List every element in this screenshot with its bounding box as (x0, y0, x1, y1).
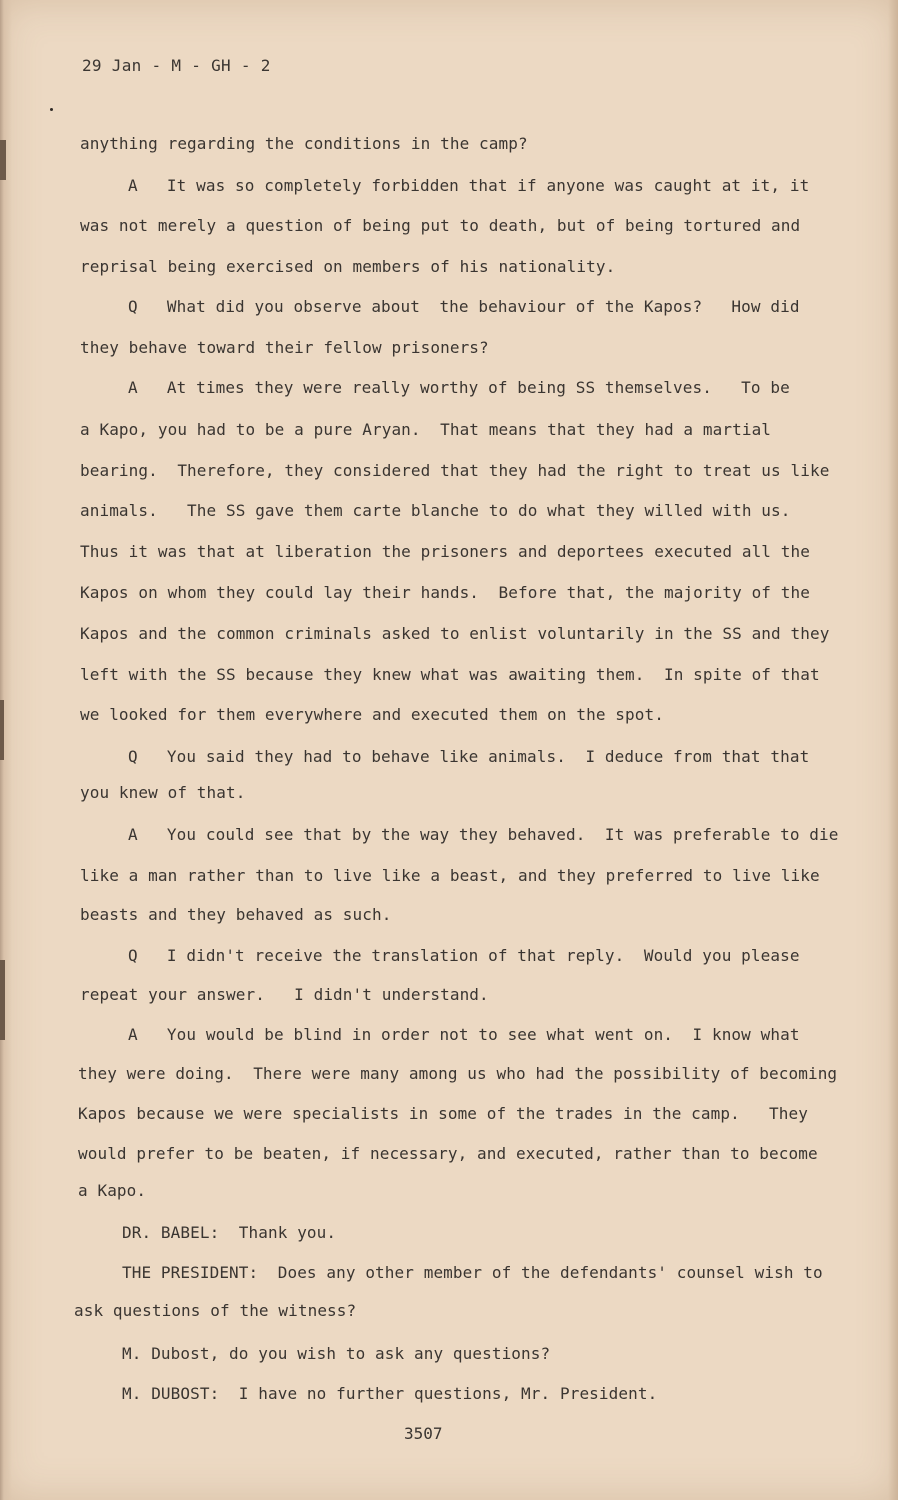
text-line: A At times they were really worthy of being SS themselves. To be (128, 378, 790, 397)
text-line: Q What did you observe about the behaviour of the Kapos? How did (128, 297, 800, 316)
edge-tear-mark (0, 700, 4, 760)
text-line: was not merely a question of being put to death, but of being tortured and (80, 216, 801, 235)
page-number: 3507 (404, 1424, 443, 1443)
text-line: reprisal being exercised on members of his nationality. (80, 257, 616, 276)
document-reference-header: 29 Jan - M - GH - 2 (82, 56, 271, 75)
text-line: beasts and they behaved as such. (80, 905, 392, 924)
text-line: Kapos and the common criminals asked to enlist voluntarily in the SS and they (80, 624, 830, 643)
text-line: they behave toward their fellow prisoners? (80, 338, 489, 357)
text-line: we looked for them everywhere and executed them on the spot. (80, 705, 664, 724)
text-line: A You would be blind in order not to see what went on. I know what (128, 1025, 800, 1044)
text-line: a Kapo. (78, 1181, 147, 1200)
text-line: repeat your answer. I didn't understand. (80, 985, 489, 1004)
text-line: animals. The SS gave them carte blanche to do what they willed with us. (80, 501, 791, 520)
edge-tear-mark (0, 960, 5, 1040)
text-line: M. Dubost, do you wish to ask any questions? (122, 1344, 551, 1363)
edge-tear-mark (0, 140, 6, 180)
text-line: Q I didn't receive the translation of that reply. Would you please (128, 946, 800, 965)
text-line: A You could see that by the way they behaved. It was preferable to die (128, 825, 839, 844)
text-line: M. DUBOST: I have no further questions, Mr. President. (122, 1384, 658, 1403)
text-line: like a man rather than to live like a beast, and they preferred to live like (80, 866, 820, 885)
text-line: Thus it was that at liberation the prisoners and deportees executed all the (80, 542, 810, 561)
text-line: Kapos because we were specialists in some of the trades in the camp. They (78, 1104, 808, 1123)
text-line: you knew of that. (80, 783, 246, 802)
page-right-edge (888, 0, 898, 1500)
text-line: Q You said they had to behave like animals. I deduce from that that (128, 747, 810, 766)
text-line: ask questions of the witness? (74, 1301, 357, 1320)
text-line: DR. BABEL: Thank you. (122, 1223, 337, 1242)
text-line: they were doing. There were many among us who had the possibility of becoming (78, 1064, 838, 1083)
text-line: a Kapo, you had to be a pure Aryan. That means that they had a martial (80, 420, 772, 439)
ink-speck (50, 108, 53, 111)
text-line: Kapos on whom they could lay their hands. Before that, the majority of the (80, 583, 810, 602)
text-line: A It was so completely forbidden that if anyone was caught at it, it (128, 176, 810, 195)
text-line: left with the SS because they knew what was awaiting them. In spite of that (80, 665, 820, 684)
text-line: THE PRESIDENT: Does any other member of the defendants' counsel wish to (122, 1263, 823, 1282)
text-line: anything regarding the conditions in the camp? (80, 134, 528, 153)
text-line: bearing. Therefore, they considered that they had the right to treat us like (80, 461, 830, 480)
text-line: would prefer to be beaten, if necessary, and executed, rather than to become (78, 1144, 818, 1163)
